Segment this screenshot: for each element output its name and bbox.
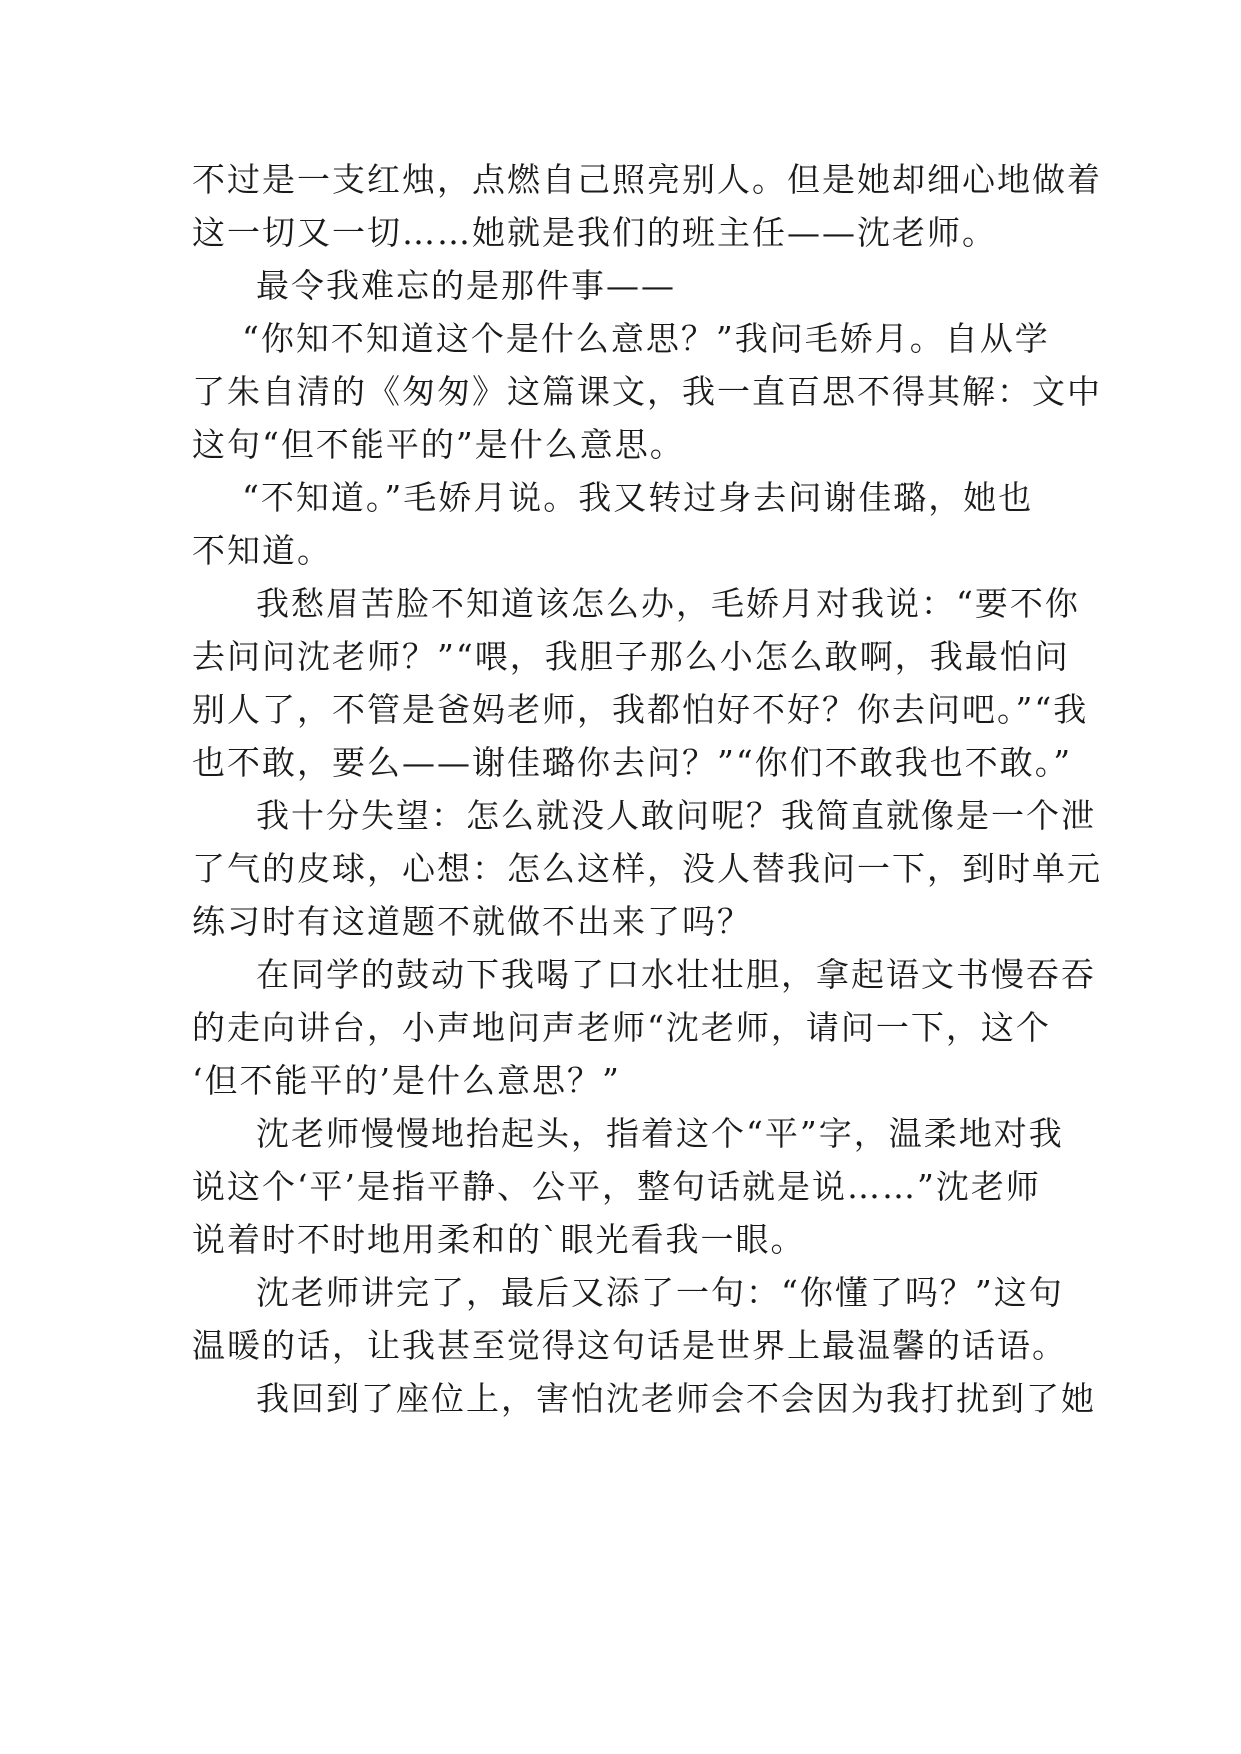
paragraph-first-line: 我回到了座位上，害怕沈老师会不会因为我打扰到了她 xyxy=(256,1379,1096,1418)
paragraph-first-line: 我愁眉苦脸不知道该怎么办，毛娇月对我说：“要不你 xyxy=(256,584,1080,623)
text-line: 这一切又一切……她就是我们的班主任——沈老师。 xyxy=(192,213,997,252)
text-line: 去问问沈老师？”“喂，我胆子那么小怎么敢啊，我最怕问 xyxy=(192,637,1070,676)
text-line: 温暖的话，让我甚至觉得这句话是世界上最温馨的话语。 xyxy=(192,1326,1067,1365)
paragraph-first-line: 在同学的鼓动下我喝了口水壮壮胆，拿起语文书慢吞吞 xyxy=(256,955,1096,994)
paragraph-first-line: 沈老师讲完了，最后又添了一句：“你懂了吗？”这句 xyxy=(256,1273,1064,1312)
text-line: 这句“但不能平的”是什么意思。 xyxy=(192,425,685,464)
paragraph-first-line: 沈老师慢慢地抬起头，指着这个“平”字，温柔地对我 xyxy=(256,1114,1064,1153)
text-line: 的走向讲台，小声地问声老师“沈老师，请问一下，这个 xyxy=(192,1008,1051,1047)
paragraph-first-line: “你知不知道这个是什么意思？”我问毛娇月。自从学 xyxy=(242,319,1050,358)
paragraph-first-line: “不知道。”毛娇月说。我又转过身去问谢佳璐，她也 xyxy=(242,478,1034,517)
text-line: 别人了，不管是爸妈老师，我都怕好不好？你去问吧。”“我 xyxy=(192,690,1089,729)
text-line: ‘但不能平的’是什么意思？” xyxy=(192,1061,621,1100)
text-line: 也不敢，要么——谢佳璐你去问？”“你们不敢我也不敢。” xyxy=(192,743,1073,782)
text-line: 说着时不时地用柔和的`眼光看我一眼。 xyxy=(192,1220,806,1259)
text-line: 练习时有这道题不就做不出来了吗？ xyxy=(192,902,752,941)
text-line: 不过是一支红烛，点燃自己照亮别人。但是她却细心地做着 xyxy=(192,160,1102,199)
text-line: 了朱自清的《匆匆》这篇课文，我一直百思不得其解：文中 xyxy=(192,372,1102,411)
paragraph-first-line: 我十分失望：怎么就没人敢问呢？我简直就像是一个泄 xyxy=(256,796,1096,835)
text-line: 了气的皮球，心想：怎么这样，没人替我问一下，到时单元 xyxy=(192,849,1102,888)
paragraph-first-line: 最令我难忘的是那件事—— xyxy=(256,266,676,305)
text-line: 说这个‘平’是指平静、公平，整句话就是说……”沈老师 xyxy=(192,1167,1041,1206)
text-line: 不知道。 xyxy=(192,531,332,570)
